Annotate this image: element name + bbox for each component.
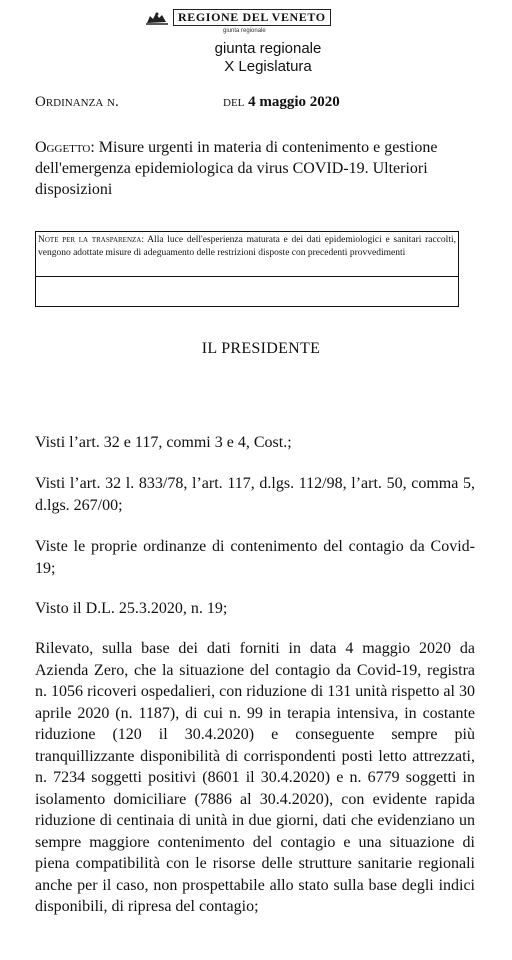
transparency-note-label: Note per la trasparenza: — [38, 235, 144, 245]
president-heading: IL PRESIDENTE — [201, 340, 321, 357]
oggetto-block — [35, 137, 475, 200]
legislatura-heading: X Legislatura — [224, 58, 312, 75]
region-logo — [145, 9, 331, 26]
paragraph-rilevato: Rilevato, sulla base dei dati forniti in data 4 maggio 2020 da Azienda Zero, che la situazione del contagio da Covid-19, registra n. 1056 ricoveri ospedalieri, con riduzione di 131 unità rispetto al 30 aprile 2020 (n. 1187), di cui n. 99 in terapia intensiva, in costante riduzione (120 il 30.4.2020) e conseguente sempre più tranquillizzante disponibilità di corrispondenti posti letto attrezzati, n. 7234 soggetti positivi (8601 il 30.4.2020) e n. 6779 soggetti in isolamento domiciliare (7886 al 30.4.2020), con evidente rapida riduzione di centinaia di unità in due giorni, dati che evidenziano un sempre maggiore contenimento del contagio e una situazione di piena compatibilità con le risorse delle strutture sanitarie regionali anche per il caso, non prospettabile allo stato sulla base degli indici disponibili, di ripresa del contagio; — [35, 640, 475, 915]
del-label: del — [223, 94, 245, 110]
ordinanza-date-group — [223, 94, 340, 111]
giunta-heading: giunta regionale — [214, 40, 322, 57]
paragraph-visto-dl: Visto il D.L. 25.3.2020, n. 19; — [35, 600, 228, 617]
ordinanza-date: 4 maggio 2020 — [248, 94, 340, 110]
paragraph-visti-laws: Visti l’art. 32 l. 833/78, l’art. 117, d.lgs. 112/98, l’art. 50, comma 5, d.lgs. 267/00; — [35, 475, 475, 514]
region-name-box — [173, 9, 331, 26]
ordinanza-label: Ordinanza n. — [35, 94, 119, 110]
oggetto-text: Misure urgenti in materia di contenimento e gestione dell'emergenza epidemiologica da virus COVID-19. Ulteriori disposizioni — [35, 139, 438, 198]
oggetto-label: Oggetto: — [35, 139, 95, 156]
transparency-note-box — [35, 231, 459, 307]
lion-emblem-icon — [145, 10, 169, 26]
transparency-note-content — [36, 232, 458, 277]
paragraph-viste-ordinanze: Viste le proprie ordinanze di contenimento del contagio da Covid-19; — [35, 538, 475, 577]
transparency-note-text: Alla luce dell'esperienza maturata e dei dati epidemiologici e sanitari raccolti, vengono adottate misure di adeguamento delle restrizioni disposte con precedenti provvedimenti — [38, 235, 456, 258]
paragraph-visti-cost: Visti l’art. 32 e 117, commi 3 e 4, Cost.; — [35, 434, 292, 451]
giunta-small-label: giunta regionale — [223, 28, 266, 34]
region-name: REGIONE DEL VENETO — [178, 10, 326, 24]
